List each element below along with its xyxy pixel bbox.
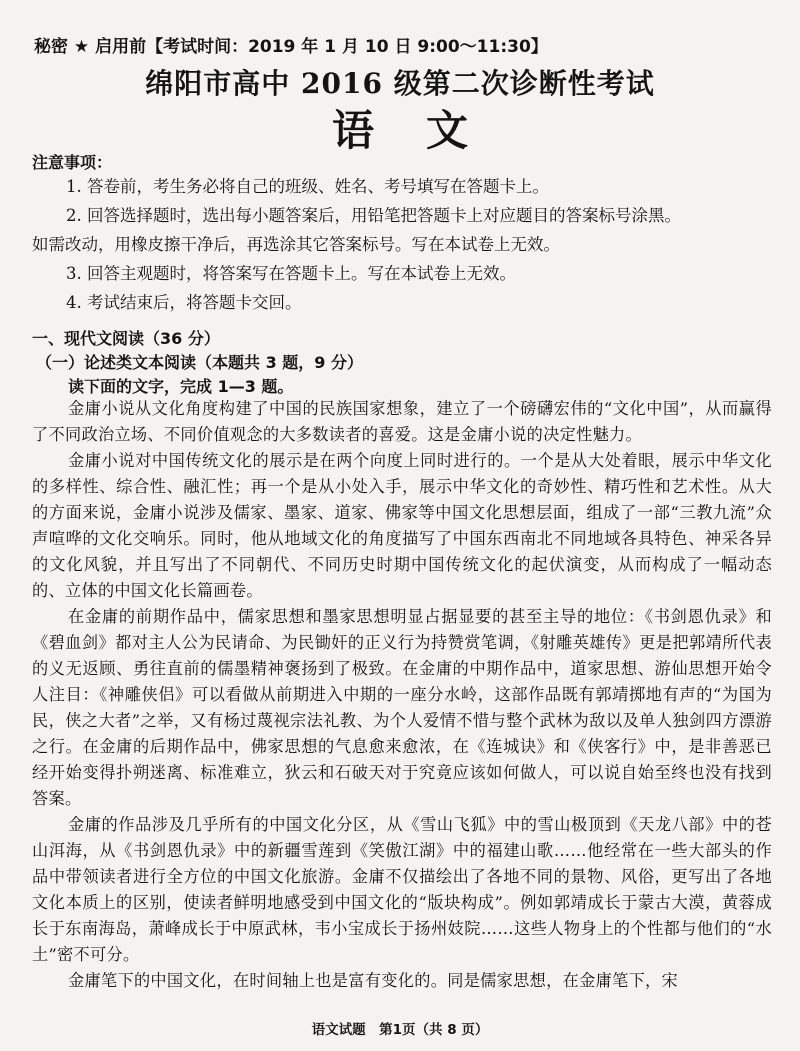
notice-item-4: 4. 考试结束后，将答题卡交回。	[66, 293, 302, 312]
reading-instruction: 读下面的文字，完成 1—3 题。	[68, 377, 294, 396]
notice-item-2: 2. 回答选择题时，选出每小题答案后，用铅笔把答题卡上对应题目的答案标号涂黑。	[66, 206, 681, 225]
page-footer: 语文试题 第1页（共 8 页）	[311, 1022, 489, 1038]
notice-item-2-cont: 如需改动，用橡皮擦干净后，再选涂其它答案标号。写在本试卷上无效。	[32, 235, 560, 254]
section-heading: 一、现代文阅读（36 分）	[32, 329, 220, 348]
exam-title: 绵阳市高中 2016 级第二次诊断性考试	[145, 67, 655, 100]
notice-item-3: 3. 回答主观题时，将答案写在答题卡上。写在本试卷上无效。	[66, 264, 516, 283]
passage-paragraph-3: 在金庸的前期作品中，儒家思想和墨家思想明显占据显要的甚至主导的地位：《书剑恩仇录》和《碧血剑》都对主人公为民请命、为民锄奸的正义行为持赞赏笔调，《射雕英雄传》更是把郭靖所代表的义无返顾、勇往直前的儒墨精神褒扬到了极致。在金庸的中期作品中，道家思想、游仙思想开始令人注目：《神雕侠侣》可以看做从前期进入中期的一座分水岭，这部作品既有郭靖掷地有声的“为国为民，侠之大者”之举，又有杨过蔑视宗法礼教、为个人爱情不惜与整个武林为敌以及单人独剑四方漂游之行。在金庸的后期作品中，佛家思想的气息愈来愈浓，在《连城诀》和《侠客行》中，是非善恶已经开始变得扑朔迷离、标准难立，狄云和石破天对于究竟应该如何做人，可以说自始至终也没有找到答案。	[32, 607, 772, 808]
passage-paragraph-2: 金庸小说对中国传统文化的展示是在两个向度上同时进行的。一个是从大处着眼，展示中华文化的多样性、综合性、融汇性；再一个是从小处入手，展示中华文化的奇妙性、精巧性和艺术性。从大的方面来说，金庸小说涉及儒家、墨家、道家、佛家等中国文化思想层面，组成了一部“三教九流”众声喧哗的文化交响乐。同时，他从地域文化的角度描写了中国东西南北不同地域各具特色、神采各异的文化风貌，并且写出了不同朝代、不同历史时期中国传统文化的起伏演变，从而构成了一幅动态的、立体的中国文化长篇画卷。	[32, 451, 772, 600]
subsection-heading: （一）论述类文本阅读（本题共 3 题，9 分）	[36, 353, 363, 372]
confidential-exam-time: 秘密 ★ 启用前【考试时间：2019 年 1 月 10 日 9:00～11:30】	[34, 37, 548, 57]
passage-paragraph-1: 金庸小说从文化角度构建了中国的民族国家想象，建立了一个磅礴宏伟的“文化中国”，从而赢得了不同政治立场、不同价值观念的大多数读者的喜爱。这是金庸小说的决定性魅力。	[32, 399, 772, 444]
subject-title: 语文	[331, 106, 520, 155]
passage-paragraph-4: 金庸的作品涉及几乎所有的中国文化分区，从《雪山飞狐》中的雪山极顶到《天龙八部》中的苍山洱海，从《书剑恩仇录》中的新疆雪莲到《笑傲江湖》中的福建山歌……他经常在一些大部头的作品中带领读者进行全方位的中国文化旅游。金庸不仅描绘出了各地不同的景物、风俗，更写出了各地文化本质上的区别，使读者鲜明地感受到中国文化的“版块构成”。例如郭靖成长于蒙古大漠，黄蓉成长于东南海岛，萧峰成长于中原武林，韦小宝成长于扬州妓院……这些人物身上的个性都与他们的“水土”密不可分。	[32, 815, 772, 964]
reading-passage	[32, 396, 772, 994]
notice-item-1: 1. 答卷前，考生务必将自己的班级、姓名、考号填写在答题卡上。	[66, 177, 549, 196]
passage-paragraph-5: 金庸笔下的中国文化，在时间轴上也是富有变化的。同是儒家思想，在金庸笔下，宋	[68, 971, 679, 990]
notice-heading: 注意事项：	[32, 153, 113, 172]
